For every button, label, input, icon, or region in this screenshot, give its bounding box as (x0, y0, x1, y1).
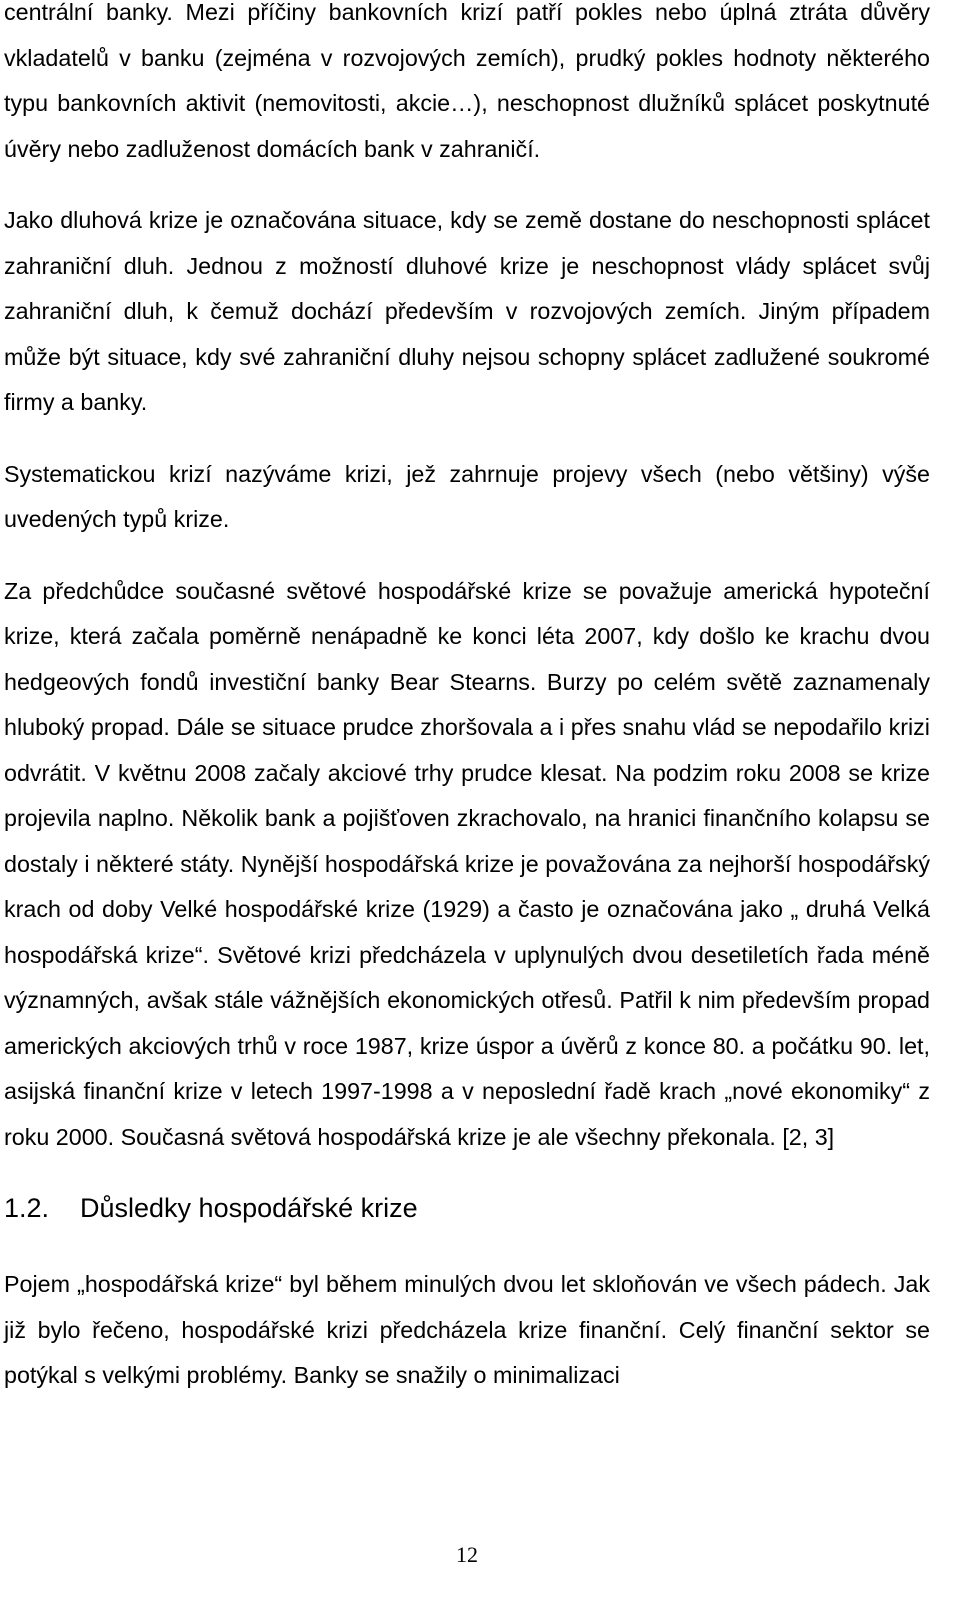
paragraph-consequences: Pojem „hospodářská krize“ byl během minulých dvou let skloňován ve všech pádech. Jak již bylo řečeno, hospodářské krizi předcházela krize finanční. Celý finanční sektor se potýkal s velkými problémy. Banky se snažily o minimalizaci (4, 1271, 930, 1388)
page-number: 12 (456, 1542, 478, 1567)
section-number: 1.2. (4, 1193, 50, 1223)
paragraph-banking-crises: centrální banky. Mezi příčiny bankovních krizí patří pokles nebo úplná ztráta důvěry vkladatelů v banku (zejména v rozvojových zemích), prudký pokles hodnoty některého typu bankovních aktivit (nemovitosti, akcie…), neschopnost dlužníků splácet poskytnuté úvěry nebo zadluženost domácích bank v zahraničí. (4, 0, 930, 162)
document-page (4, 0, 930, 1399)
section-title: Důsledky hospodářské krize (80, 1193, 418, 1223)
paragraph-debt-crisis: Jako dluhová krize je označována situace, kdy se země dostane do neschopnosti splácet zahraniční dluh. Jednou z možností dluhové krize je neschopnost vlády splácet svůj zahraniční dluh, k čemuž dochází především v rozvojových zemích. Jiným případem může být situace, kdy své zahraniční dluhy nejsou schopny splácet zadlužené soukromé firmy a banky. (4, 207, 930, 415)
paragraph-mortgage-crisis: Za předchůdce současné světové hospodářské krize se považuje americká hypoteční krize, která začala poměrně nenápadně ke konci léta 2007, kdy došlo ke krachu dvou hedgeových fondů investiční banky Bear Stearns. Burzy po celém světě zaznamenaly hluboký propad. Dále se situace prudce zhoršovala a i přes snahu vlád se nepodařilo krizi odvrátit. V květnu 2008 začaly akciové trhy prudce klesat. Na podzim roku 2008 se krize projevila naplno. Několik bank a pojišťoven zkrachovalo, na hranici finančního kolapsu se dostaly i některé státy. Nynější hospodářská krize je považována za nejhorší hospodářský krach od doby Velké hospodářské krize (1929) a často je označována jako „ druhá Velká hospodářská krize“. Světové krizi předcházela v uplynulých dvou desetiletích řada méně významných, avšak stále vážnějších ekonomických otřesů. Patřil k nim především propad amerických akciových trhů v roce 1987, krize úspor a úvěrů z konce 80. a počátku 90. let, asijská finanční krize v letech 1997-1998 a v neposlední řadě krach „nové ekonomiky“ z roku 2000. Současná světová hospodářská krize je ale všechny překonala. [2, 3] (4, 577, 930, 1150)
paragraph-systemic-crisis: Systematickou krizí nazýváme krizi, jež zahrnuje projevy všech (nebo většiny) výše uvedených typů krize. (4, 460, 930, 532)
section-heading (4, 1188, 930, 1228)
